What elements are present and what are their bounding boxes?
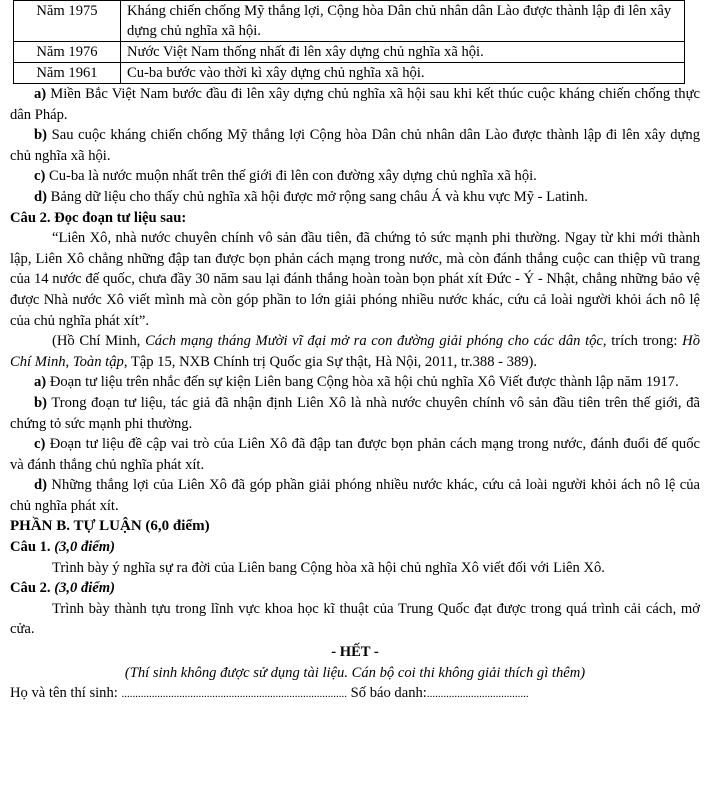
statement-label: a) <box>34 374 47 391</box>
statement-label: a) <box>34 86 47 102</box>
statement-text: Miền Bắc Việt Nam bước đầu đi lên xây dựng chủ nghĩa xã hội sau khi kết thúc cuộc kháng chiến chống thực dân Pháp. <box>10 86 700 123</box>
statement-label: c) <box>34 436 46 453</box>
exam-note: (Thí sinh không được sử dụng tài liệu. Cán bộ coi thi không giải thích gì thêm) <box>124 664 586 681</box>
event-cell: Nước Việt Nam thống nhất đi lên xây dựng chủ nghĩa xã hội. <box>121 42 685 63</box>
candidate-name-label: Họ và tên thí sinh: <box>10 685 122 702</box>
statement-b <box>10 393 700 434</box>
source-quote: “Liên Xô, nhà nước chuyên chính vô sản đầu tiên, đã chứng tỏ sức mạnh phi thường. Ngay từ khi mới thành lập, Liên Xô chẳng những đập tan được bọn phản cách mạng trong nước, mà còn đánh thắng cuộc can thiệp vũ trang của 14 nước đế quốc, chưa đầy 30 năm sau lại đánh thắng hoàn toàn bọn phát xít Đức - Ý - Nhật, chẳng những bảo vệ được Nhà nước Xô viết mình mà còn góp phần to lớn giải phóng nhiều nước khác, cứu cả loài người khỏi ách nô lệ của chủ nghĩa phát xít”. <box>10 230 700 329</box>
end-marker: - HẾT - <box>331 644 379 661</box>
question-2-heading: Câu 2. Đọc đoạn tư liệu sau: <box>10 209 187 226</box>
candidate-name-field[interactable]: .................................................................................. <box>121 688 347 701</box>
statement-label: c) <box>34 168 46 185</box>
statement-text: Cu-ba là nước muộn nhất trên thế giới đi lên con đường xây dựng chủ nghĩa xã hội. <box>45 168 537 185</box>
part-b-heading: PHẦN B. TỰ LUẬN (6,0 điểm) <box>10 518 210 535</box>
candidate-id-field[interactable]: ..................................... <box>426 688 529 701</box>
statement-text: Bảng dữ liệu cho thấy chủ nghĩa xã hội được mở rộng sang châu Á và khu vực Mỹ - Latinh. <box>46 188 588 205</box>
table-row <box>14 63 685 84</box>
statement-b <box>10 125 700 166</box>
statement-a <box>10 84 700 125</box>
exam-page <box>10 0 700 705</box>
statement-d <box>10 475 700 516</box>
table-row <box>14 1 685 42</box>
essay-question-2-text: Trình bày thành tựu trong lĩnh vực khoa học kĩ thuật của Trung Quốc đạt được trong quá trình cải cách, mở cửa. <box>10 600 700 638</box>
statement-label: d) <box>34 188 47 205</box>
statement-a <box>10 372 700 393</box>
essay-question-2-title: Câu 2. (3,0 điểm) <box>10 580 115 597</box>
essay-question-1-title: Câu 1. (3,0 điểm) <box>10 539 115 556</box>
statement-c <box>10 434 700 475</box>
source-citation: (Hồ Chí Minh, Cách mạng tháng Mười vĩ đại mở ra con đường giải phóng cho các dân tộc, trích trong: Hồ Chí Minh, Toàn tập, Tập 15, NXB Chính trị Quốc gia Sự thật, Hà Nội, 2011, tr.388 - 389). <box>10 333 700 370</box>
table-row <box>14 42 685 63</box>
statement-text: Trong đoạn tư liệu, tác giả đã nhận định Liên Xô là nhà nước chuyên chính vô sản đầu tiên trên thế giới, đã chứng tỏ sức mạnh phi thường. <box>10 394 700 432</box>
statement-text: Đoạn tư liệu trên nhắc đến sự kiện Liên bang Cộng hòa xã hội chủ nghĩa Xô Viết được thành lập năm 1917. <box>46 374 679 391</box>
year-cell: Năm 1975 <box>14 1 121 42</box>
year-cell: Năm 1961 <box>14 63 121 84</box>
candidate-info-line <box>10 683 700 705</box>
timeline-table <box>13 0 685 84</box>
essay-question-1-text: Trình bày ý nghĩa sự ra đời của Liên bang Cộng hòa xã hội chủ nghĩa Xô viết đối với Liên Xô. <box>52 559 605 576</box>
statement-c <box>10 166 700 187</box>
statement-text: Đoạn tư liệu đề cập vai trò của Liên Xô đã đập tan được bọn phản cách mạng trong nước, đánh đuổi đế quốc và đánh thắng chủ nghĩa phát xít. <box>10 436 700 473</box>
candidate-id-label: Số báo danh: <box>346 685 427 702</box>
year-cell: Năm 1976 <box>14 42 121 63</box>
statement-label: b) <box>34 127 47 144</box>
event-cell: Kháng chiến chống Mỹ thắng lợi, Cộng hòa Dân chủ nhân dân Lào được thành lập đi lên xây dựng chủ nghĩa xã hội. <box>121 1 685 42</box>
statement-label: d) <box>34 477 47 494</box>
statement-label: b) <box>34 394 47 411</box>
statement-text: Sau cuộc kháng chiến chống Mỹ thắng lợi Cộng hòa Dân chủ nhân dân Lào được thành lập đi lên xây dựng chủ nghĩa xã hội. <box>10 127 700 164</box>
event-cell: Cu-ba bước vào thời kì xây dựng chủ nghĩa xã hội. <box>121 63 685 84</box>
statement-text: Những thắng lợi của Liên Xô đã góp phần giải phóng nhiều nước khác, cứu cả loài người khỏi ách nô lệ của chủ nghĩa phát xít. <box>10 477 700 514</box>
statement-d <box>10 187 700 208</box>
